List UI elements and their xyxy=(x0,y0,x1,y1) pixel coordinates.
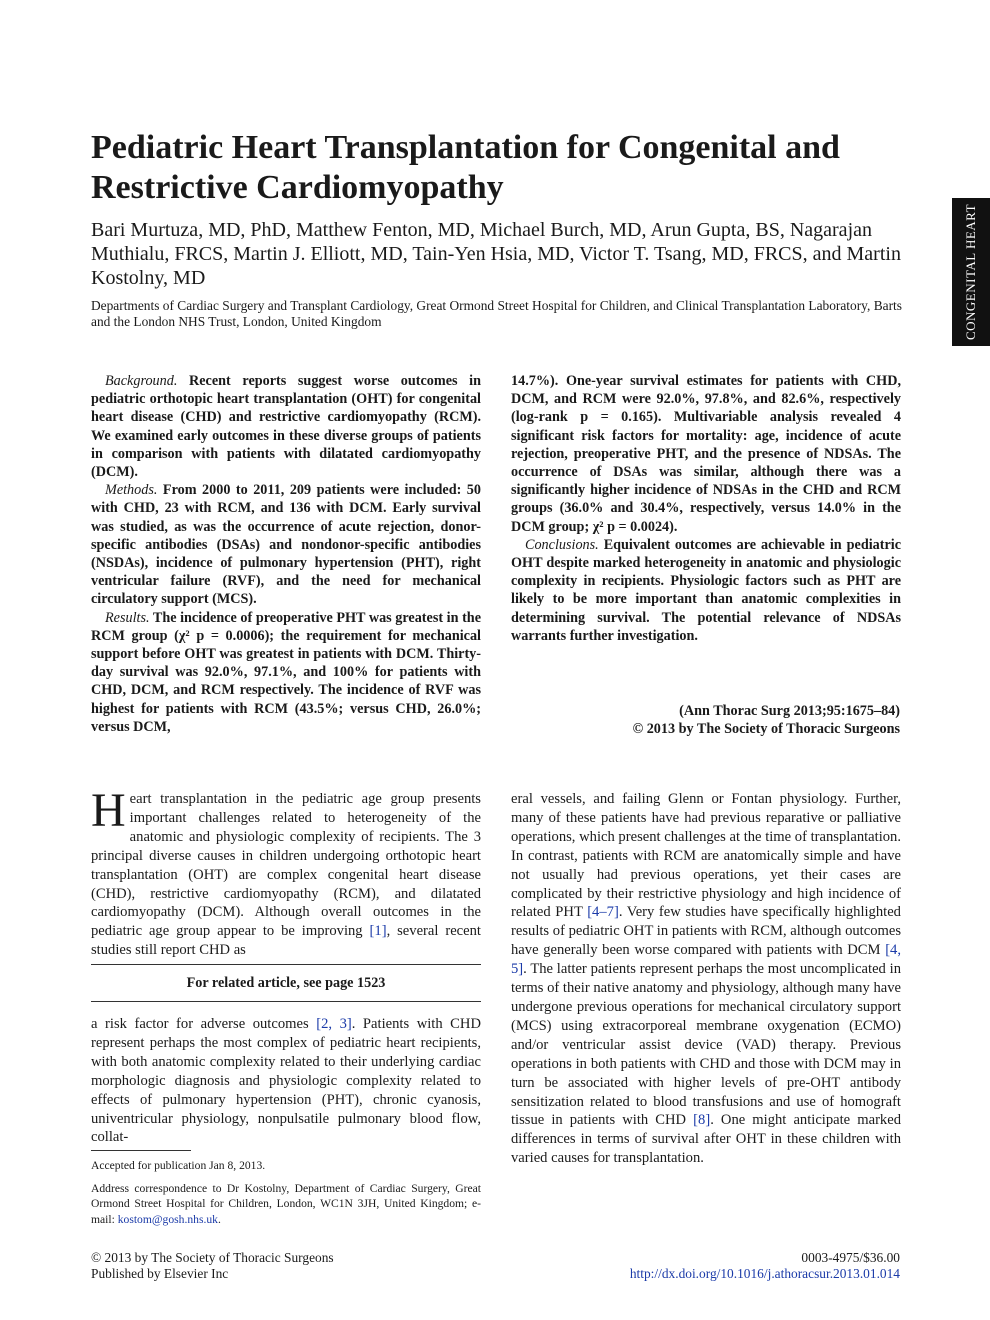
intro-text: eart transplantation in the pediatric age group presents important challenges related to heterogeneity of the anatomic and physiologic complexity of recipients. The 3 principal diverse causes in children undergoing orthotopic heart transplantation (OHT) are complex congenital heart disease (CHD), restrictive cardiomyopathy (RCM), and dilatated cardiomyopathy (DCM). Although overall outcomes in the pediatric age group appear to be improving xyxy=(91,791,481,940)
footnote-correspondence xyxy=(91,1181,481,1227)
body-left-column-bottom xyxy=(91,1015,481,1147)
related-article-text: For related article, see page 1523 xyxy=(186,975,386,991)
abstract-background xyxy=(91,372,481,481)
reference-link-2[interactable]: [2, 3] xyxy=(316,1016,352,1032)
body-right-column xyxy=(511,790,901,1168)
reference-link-5[interactable]: [8] xyxy=(693,1112,711,1129)
abstract-results-text: The incidence of preoperative PHT was greatest in the RCM group (χ² p = 0.0006); the requirement for mechanical support before OHT was greatest in patients with DCM. Thirty-day survival was 92.0%, 97.1%, and 100% for patients with CHD, DCM, and RCM respectively. The incidence of RVF was highest for patients with RCM (43.5%; versus CHD, 26.0%; versus DCM, xyxy=(91,609,481,735)
abstract-conclusions xyxy=(511,536,901,645)
affiliation: Departments of Cardiac Surgery and Transplant Cardiology, Great Ormond Street Hospital for Children, and Clinical Transplantation Laboratory, Barts and the London NHS Trust, London, United Kingdom xyxy=(91,298,902,329)
abstract-methods-heading: Methods. xyxy=(105,482,158,499)
intro-paragraph xyxy=(91,784,481,960)
article-title: Pediatric Heart Transplantation for Congenital and Restrictive Cardiomyopathy xyxy=(91,129,840,206)
risk-factor-paragraph xyxy=(91,1015,481,1147)
body-right-text-a: eral vessels, and failing Glenn or Fontan physiology. Further, many of these patients have had previous reparative or palliative operations, which present challenges at the time of transplantation. In contrast, patients with RCM are anatomically simple and have not usually had previous operations, yet their cases are complicated by their restrictive physiology and high incidence of related PHT xyxy=(511,791,901,921)
risk-factor-text: . Patients with CHD represent perhaps the most complex of pediatric heart recipients, with both anatomic complexity related to their underlying cardiac morphologic diagnosis and physiologic complexity related to effects of pulmonary hypertension (PHT), chronic cyanosis, univentricular physiology, nonpulsatile pulmonary blood flow, collat- xyxy=(91,1016,481,1146)
citation-block xyxy=(633,702,900,738)
abstract-results-continued: 14.7%). One-year survival estimates for patients with CHD, DCM, and RCM were 92.0%, 97.8%, and 82.6%, respectively (log-rank p = 0.165). Multivariable analysis revealed 4 significant risk factors for mortality: age, incidence of acute rejection, preoperative PHT, and the presence of NDSAs. The occurrence of DSAs was similar, although there was a significantly higher incidence of NDSAs in the CHD and RCM groups (36.0% and 30.4%, respectively, versus 14.0% in the DCM group; χ² p = 0.0024). xyxy=(511,373,901,535)
body-right-text-c: . The latter patients represent perhaps the most uncomplicated in terms of their native anatomy and physiology, although many have undergone previous operations for mechanical circulatory support (MCS) using extracorporeal membrane oxygenation (ECMO) and/or ventricular assist device (VAD) therapy. Previous operations in both patients with CHD and those with DCM may in turn be associated with higher levels of pre-OHT antibody sensitization related to blood transfusions and use of homograft tissue in patients with CHD xyxy=(511,961,901,1129)
abstract-results-heading: Results. xyxy=(105,609,150,626)
email-link[interactable]: kostom@gosh.nhs.uk xyxy=(117,1212,218,1226)
intro-text-end: , several recent studies still report CHD as xyxy=(91,923,481,959)
drop-cap: H xyxy=(91,784,126,837)
abstract-right-column xyxy=(511,372,901,645)
body-right-paragraph xyxy=(511,790,901,1168)
footnote-divider xyxy=(91,1150,191,1151)
footnote-address-end: . xyxy=(217,1212,221,1226)
body-right-text-b: . Very few studies have specifically highlighted results of pediatric OHT in patients with RCM, although outcomes have generally been worse compared with patients with DCM xyxy=(511,904,901,959)
footnote-address: Address correspondence to Dr Kostolny, Department of Cardiac Surgery, Great Ormond Street Hospital for Children, London, WC1N 3JH, United Kingdom; e-mail: xyxy=(91,1182,481,1226)
footer-left xyxy=(91,1250,334,1282)
footer-issn: 0003-4975/$36.00 xyxy=(801,1250,900,1265)
abstract-methods-text: From 2000 to 2011, 209 patients were included: 50 with CHD, 23 with RCM, and 136 with DCM. Early survival was studied, as was the occurrence of acute rejection, donor-specific antibodies (DSAs) and nondonor-specific antibodies (NSDAs), incidence of pulmonary hypertension (PHT), right ventricular failure (RVF), and the need for mechanical circulatory support (MCS). xyxy=(91,482,481,608)
footer-copyright: © 2013 by The Society of Thoracic Surgeons xyxy=(91,1250,334,1265)
body-left-column-top xyxy=(91,784,481,960)
abstract-background-text: Recent reports suggest worse outcomes in pediatric orthotopic heart transplantation (OHT) for congenital heart disease (CHD) and restrictive cardiomyopathy (RCM). We examined early outcomes in these diverse groups of patients in comparison with patients with dilatated cardiomyopathy (DCM). xyxy=(91,373,481,481)
abstract-methods xyxy=(91,481,481,608)
journal-citation: (Ann Thorac Surg 2013;95:1675–84) xyxy=(679,703,900,719)
footer-publisher: Published by Elsevier Inc xyxy=(91,1266,229,1281)
abstract-left-column xyxy=(91,372,481,736)
citation-copyright: © 2013 by The Society of Thoracic Surgeons xyxy=(632,721,900,738)
reference-link-4[interactable]: [4, 5] xyxy=(511,942,901,978)
doi-link[interactable]: http://dx.doi.org/10.1016/j.athoracsur.2013.01.014 xyxy=(629,1266,900,1281)
reference-link-3[interactable]: [4–7] xyxy=(587,904,619,921)
section-side-tab xyxy=(952,198,990,346)
section-side-tab-label: CONGENITAL HEART xyxy=(963,203,979,341)
related-article-box xyxy=(91,964,481,1002)
abstract-results xyxy=(91,609,481,736)
abstract-conclusions-text: Equivalent outcomes are achievable in pediatric OHT despite marked heterogeneity in anatomic and physiologic complexity in recipients. Physiologic factors such as PHT are likely to be more important than anatomic complexities in determining survival. The potential relevance of NDSAs warrants further investigation. xyxy=(511,536,902,644)
reference-link-1[interactable]: [1] xyxy=(369,923,387,940)
body-right-text-d: . One might anticipate marked differences in terms of survival after OHT in these children with varied causes for transplantation. xyxy=(511,1112,902,1167)
footer-right xyxy=(630,1250,900,1282)
author-list: Bari Murtuza, MD, PhD, Matthew Fenton, MD, Michael Burch, MD, Arun Gupta, BS, Nagarajan Muthialu, FRCS, Martin J. Elliott, MD, Tain-Yen Hsia, MD, Victor T. Tsang, MD, FRCS, and Martin Kostolny, MD xyxy=(91,219,901,289)
abstract-conclusions-heading: Conclusions. xyxy=(525,536,599,553)
footnote-accepted: Accepted for publication Jan 8, 2013. xyxy=(91,1159,266,1172)
abstract-background-heading: Background. xyxy=(105,373,178,389)
risk-factor-text-start: a risk factor for adverse outcomes xyxy=(91,1016,309,1032)
